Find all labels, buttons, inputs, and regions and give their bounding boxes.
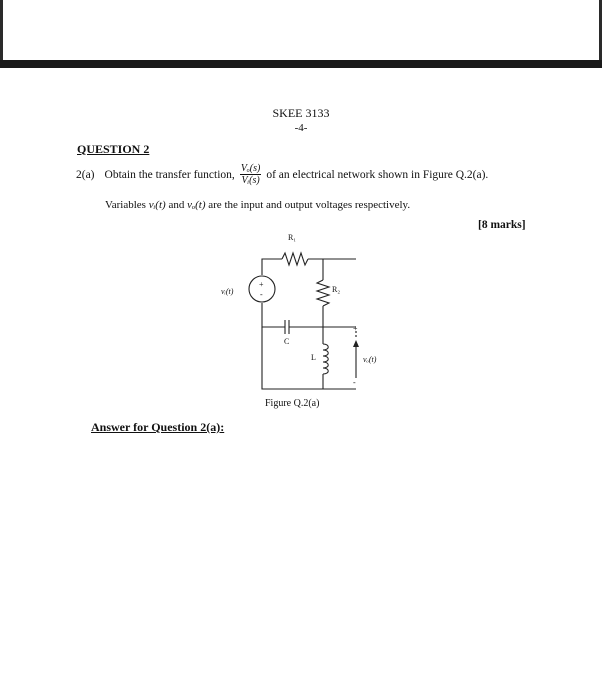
and-text: and [165,199,188,211]
part-label: 2(a) [76,168,95,181]
vi-label: vᵢ(t) [221,287,234,296]
output-arrow-head [353,340,359,347]
wire-source-mid [262,303,280,327]
variables-text: Variables [105,199,149,211]
c-label: C [284,337,290,346]
wire-top-left [262,259,282,275]
vo-minus-sign: - [353,378,356,387]
r2-label: R₂ [332,285,341,294]
page-number: -4- [294,122,308,134]
question-text-before: Obtain the transfer function, [104,168,235,181]
figure-caption: Figure Q.2(a) [265,398,320,409]
fraction-numerator: Vₒ(s) [240,163,261,174]
question-heading: QUESTION 2 [77,142,150,156]
source-plus-sign: + [259,280,264,289]
resistor-r2 [317,280,329,306]
marks-label: [8 marks] [478,219,526,231]
terminal-dot [355,335,357,337]
variables-desc-text: are the input and output voltages respectively. [205,199,411,211]
inductor-l [323,344,328,374]
r1-label: R₁ [288,233,297,242]
answer-label: Answer for Question 2(a): [91,420,225,434]
vo-label: vₒ(t) [363,355,377,364]
fraction-denominator: Vᵢ(s) [241,175,260,186]
l-label: L [311,353,316,362]
wire-bottom [262,327,356,389]
question-text-after: of an electrical network shown in Figure Q.2(a). [266,168,489,181]
output-voltage-var: vₒ(t) [187,199,206,211]
resistor-r1 [282,253,308,265]
source-minus-sign: - [260,290,263,299]
vo-plus-sign: + [353,324,358,333]
course-code: SKEE 3133 [272,106,330,120]
input-voltage-var: vᵢ(t) [148,199,166,211]
